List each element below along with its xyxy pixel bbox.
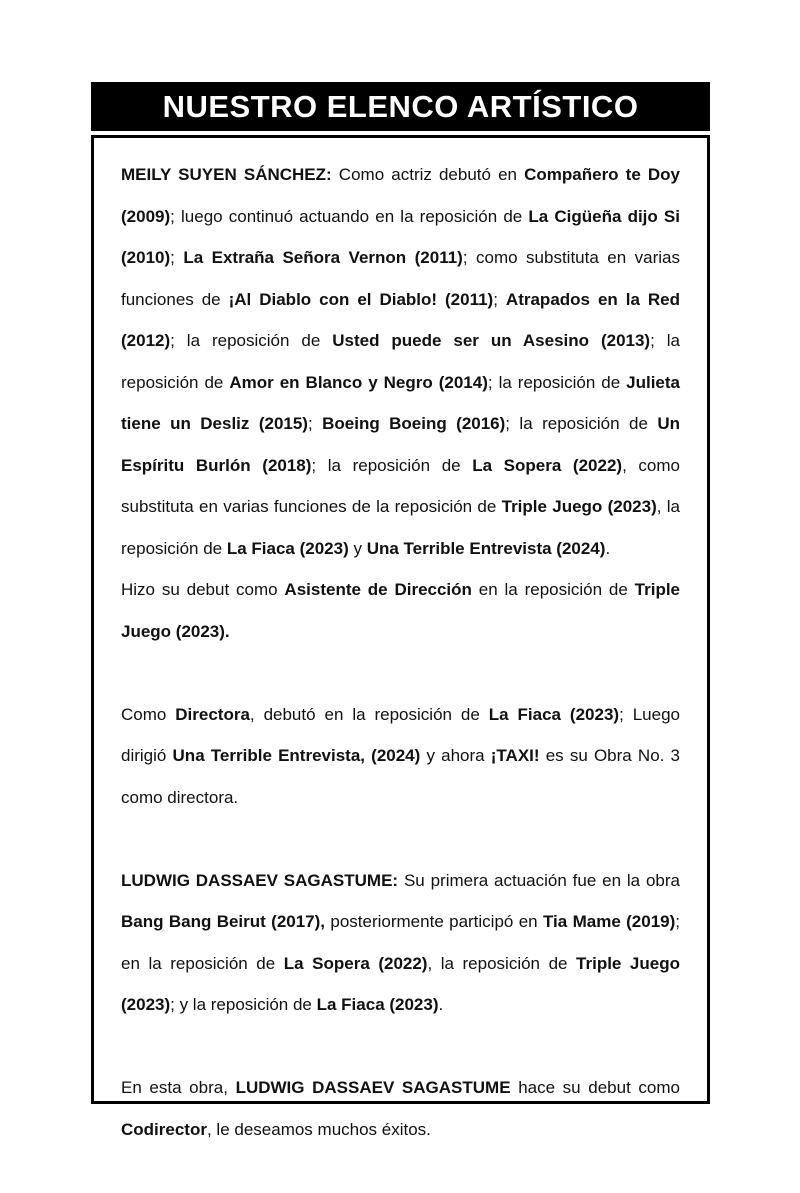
bold-text-segment: Triple Juego (2023) [121, 953, 680, 1014]
text-segment: y ahora [420, 746, 491, 765]
text-segment: . [605, 538, 611, 558]
cast-section [91, 82, 710, 1139]
bold-text-segment: Boeing Boeing (2016) [322, 414, 506, 433]
bold-text-segment: La Extraña Señora Vernon (2011) [183, 248, 463, 267]
text-segment: Como [121, 704, 176, 724]
bold-text-segment: La Fiaca (2023) [226, 538, 349, 558]
bio-content-box [91, 135, 710, 1139]
bio-paragraphs [121, 154, 680, 1150]
bold-text-segment: La Cigüeña dijo Si (2010) [121, 206, 680, 267]
section-title-bar [91, 82, 710, 131]
section-title: NUESTRO ELENCO ARTÍSTICO [162, 88, 639, 124]
text-segment: hace su debut como [510, 1078, 681, 1097]
paragraph-meily-bio [121, 154, 680, 569]
text-segment: ; en la reposición de [121, 912, 680, 973]
bold-text-segment: La Fiaca (2023) [488, 704, 620, 724]
bold-text-segment: Amor en Blanco y Negro (2014) [229, 372, 488, 392]
bold-text-segment: Julieta tiene un Desliz (2015) [121, 372, 680, 433]
bold-text-segment: LUDWIG DASSAEV SAGASTUME [235, 1078, 511, 1097]
text-segment: ; [493, 289, 506, 309]
bold-text-segment: ¡Al Diablo con el Diablo! (2011) [228, 289, 494, 309]
bold-text-segment: ¡TAXI! [490, 746, 540, 765]
bold-text-segment: MEILY SUYEN SÁNCHEZ: [121, 165, 332, 184]
bold-text-segment: Un Espíritu Burlón (2018) [121, 414, 680, 475]
text-segment: y [348, 538, 367, 558]
text-segment: Su primera actuación fue en la obra [398, 870, 680, 890]
paragraph-ludwig-codirector [121, 1067, 680, 1150]
text-segment: posteriormente participó en [325, 912, 543, 931]
text-segment: en la reposición de [471, 580, 635, 599]
text-segment: ; la reposición de [170, 331, 333, 350]
paragraph-ludwig-bio [121, 860, 680, 1026]
text-segment: ; luego continuó actuando en la reposición de [170, 206, 529, 226]
text-segment: ; y la reposición de [170, 995, 317, 1014]
bold-text-segment: Una Terrible Entrevista, (2024) [172, 746, 421, 765]
text-segment: , la reposición de [121, 497, 680, 558]
text-segment: ; [307, 414, 323, 433]
text-segment: ; Luego dirigió [121, 704, 680, 765]
text-segment: ; la reposición de [121, 331, 680, 392]
text-segment: ; como substituta en varias funciones de [121, 248, 680, 309]
bold-text-segment: Triple Juego (2023). [121, 580, 681, 641]
bold-text-segment: Triple Juego (2023) [501, 497, 657, 516]
text-segment: es su Obra No. 3 como directora. [121, 746, 680, 807]
bold-text-segment: Usted puede ser un Asesino (2013) [332, 331, 651, 350]
bold-text-segment: La Sopera (2022) [472, 455, 623, 475]
bold-text-segment: Compañero te Doy (2009) [121, 165, 681, 226]
text-segment: , como substituta en varias funciones de la reposición de [121, 455, 680, 516]
text-segment: Hizo su debut como [121, 580, 285, 599]
paragraph-asistente-debut [121, 569, 680, 652]
text-segment: En esta obra, [121, 1078, 236, 1097]
text-segment: ; la reposición de [487, 372, 627, 392]
bold-text-segment: Directora [175, 704, 250, 724]
bold-text-segment: LUDWIG DASSAEV SAGASTUME: [121, 870, 399, 890]
bold-text-segment: Asistente de Dirección [284, 580, 472, 599]
bold-text-segment: La Fiaca (2023) [316, 995, 439, 1014]
bold-text-segment: La Sopera (2022) [283, 953, 428, 973]
text-segment: Como actriz debutó en [331, 165, 525, 184]
text-segment: ; la reposición de [505, 414, 658, 433]
text-segment: . [438, 995, 444, 1014]
text-segment: , le deseamos muchos éxitos. [206, 1119, 431, 1139]
text-segment: , debutó en la reposición de [249, 704, 489, 724]
bold-text-segment: Tia Mame (2019) [542, 912, 676, 931]
text-segment: , la reposición de [427, 953, 577, 973]
bold-text-segment: Bang Bang Beirut (2017), [121, 912, 326, 931]
text-segment: ; la reposición de [311, 455, 473, 475]
text-segment: ; [170, 248, 184, 267]
bold-text-segment: Atrapados en la Red (2012) [121, 289, 681, 350]
paragraph-directora-debut [121, 694, 680, 819]
bold-text-segment: Codirector [121, 1119, 207, 1139]
bold-text-segment: Una Terrible Entrevista (2024) [366, 538, 606, 558]
